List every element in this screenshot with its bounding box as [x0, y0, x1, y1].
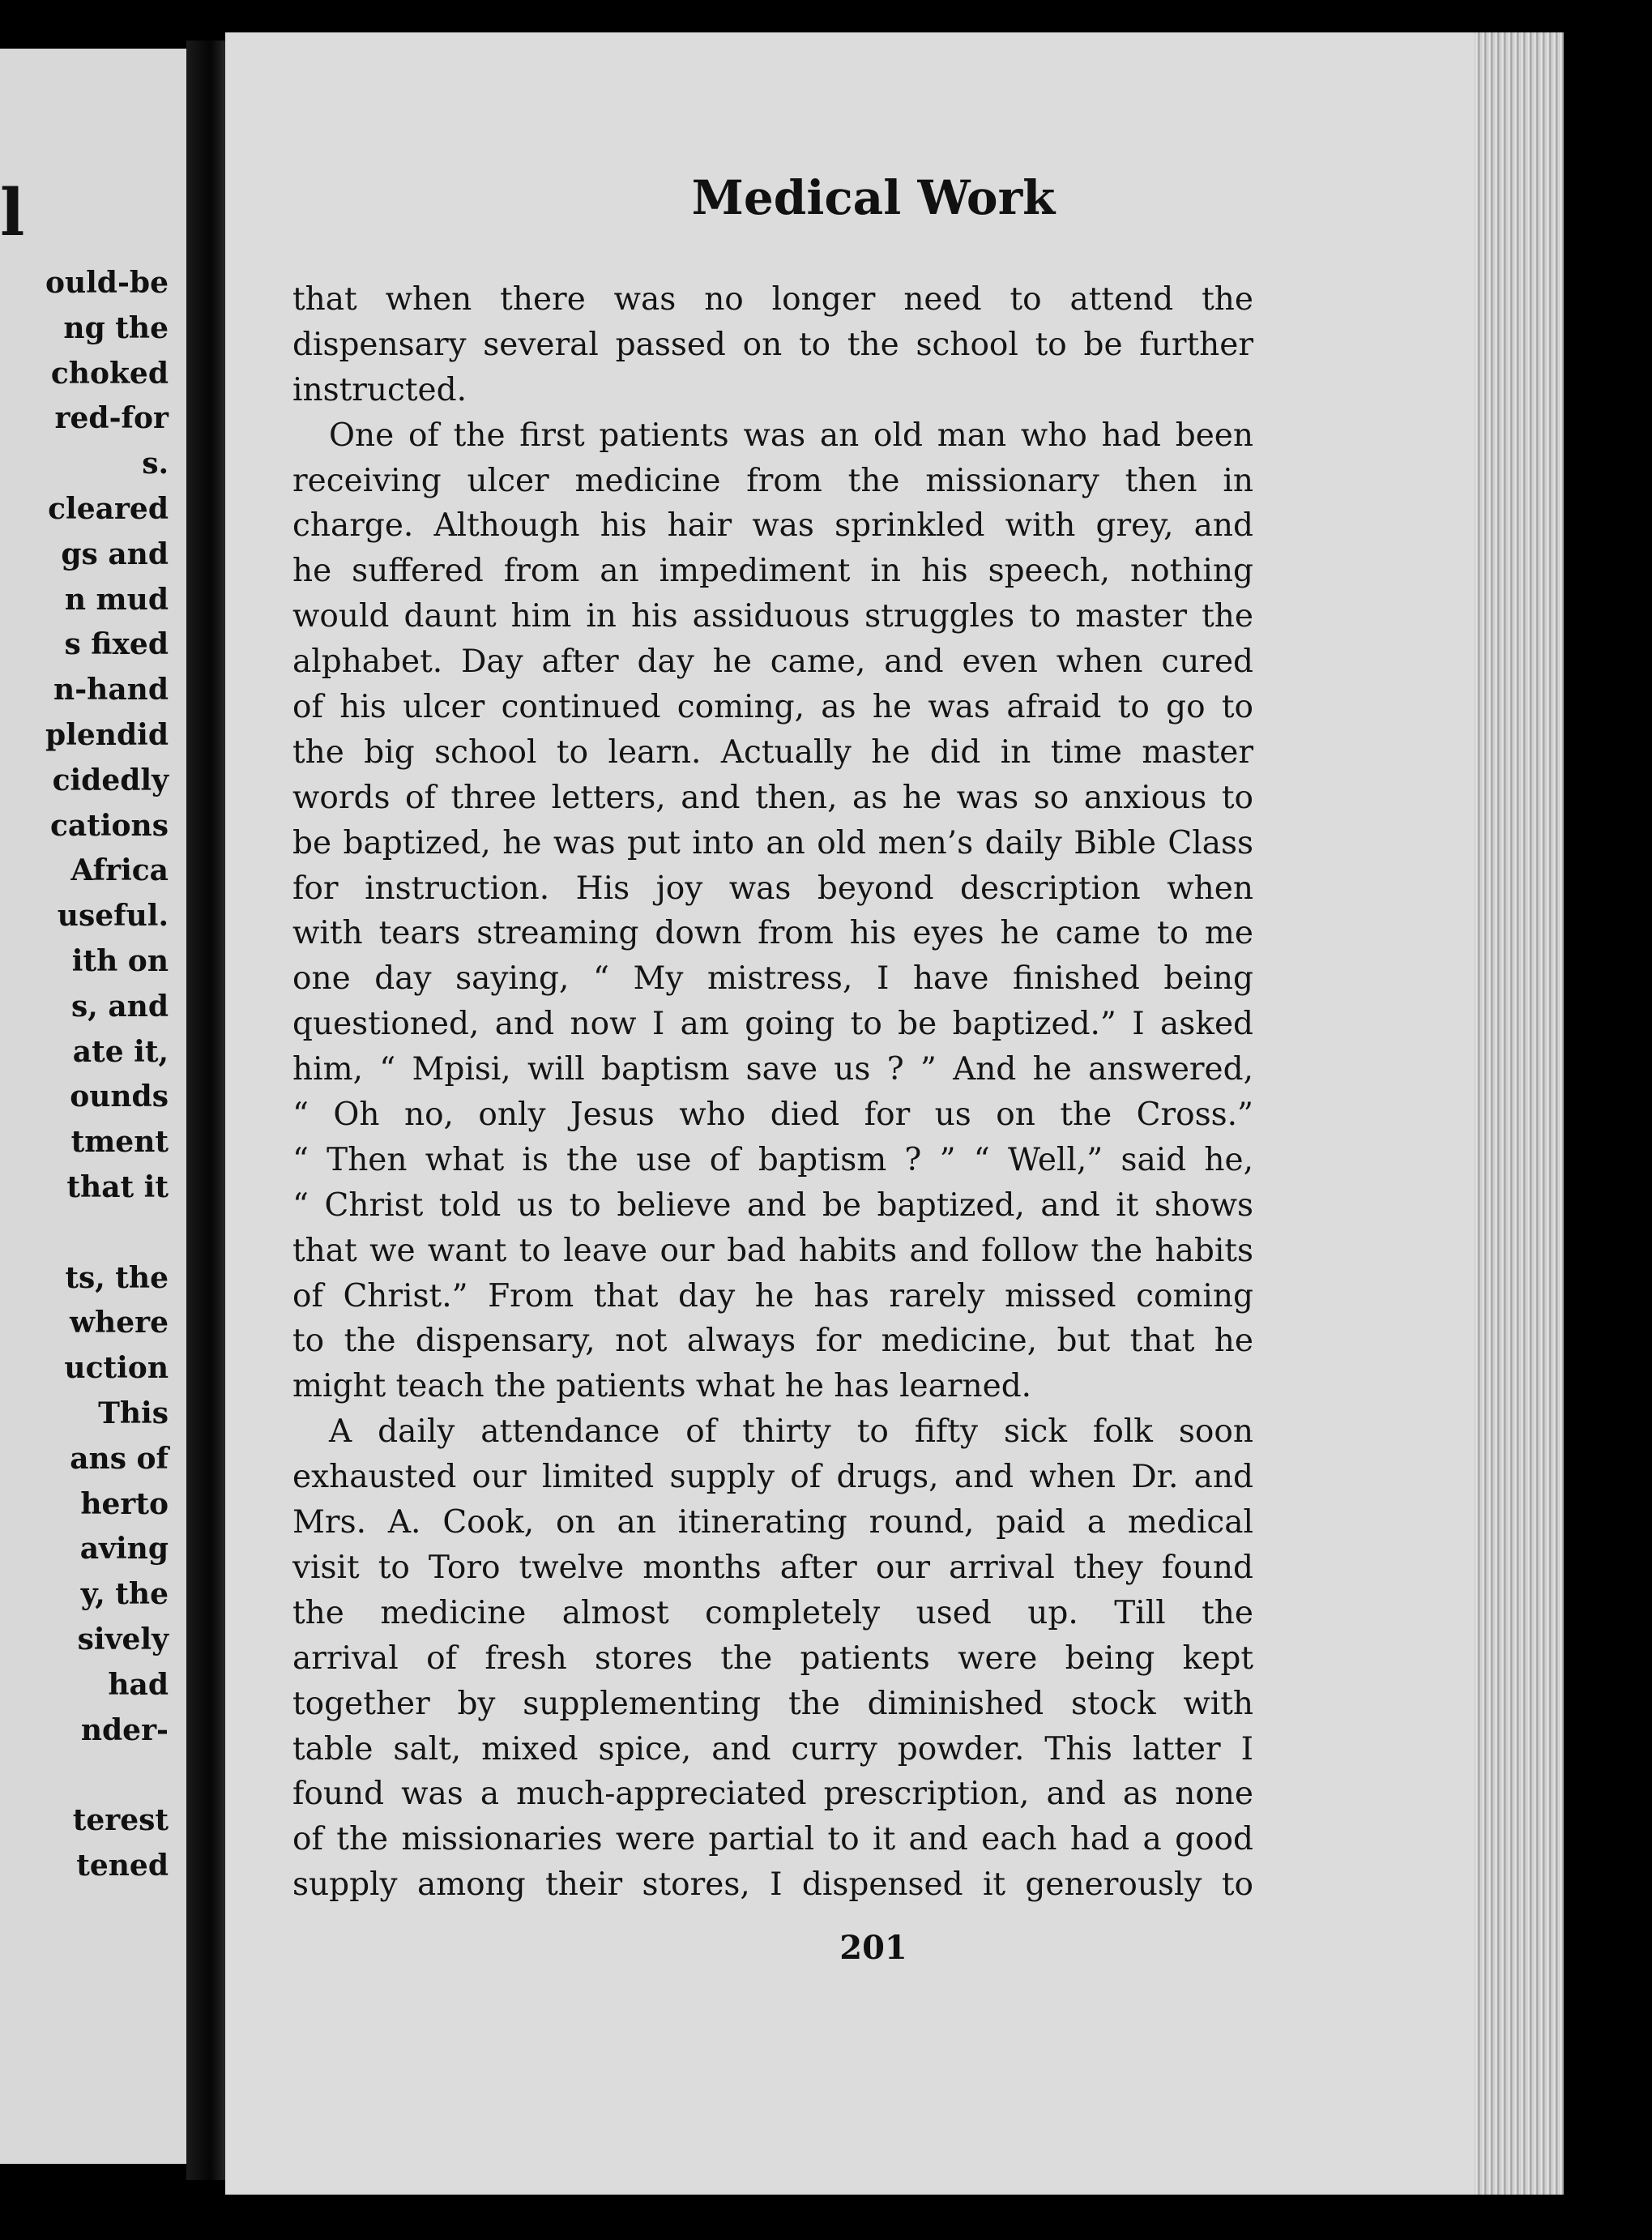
left-page-line: n mud	[64, 582, 169, 617]
text-line: table salt, mixed spice, and curry powder. This latter I	[292, 1730, 1253, 1768]
text-line: that when there was no longer need to attend the	[292, 281, 1253, 318]
text-line: charge. Although his hair was sprinkled with grey, and	[292, 507, 1253, 545]
text-line: with tears streaming down from his eyes he came to me	[292, 915, 1253, 952]
left-page-fragment	[0, 49, 186, 2164]
left-page-line: nder-	[80, 1712, 169, 1747]
left-page-line: ounds	[70, 1079, 169, 1114]
left-page-line: ans of	[70, 1441, 169, 1476]
left-page-line	[45, 1211, 169, 1256]
scan-background	[1564, 0, 1652, 2240]
left-page-line: had	[108, 1667, 169, 1702]
left-page-line: tment	[70, 1125, 169, 1160]
text-line: visit to Toro twelve months after our arrival they found	[292, 1549, 1253, 1586]
book-spine-gutter	[186, 41, 227, 2180]
left-page-line: cidedly	[52, 763, 169, 797]
text-line: one day saying, “ My mistress, I have finished being	[292, 960, 1253, 998]
left-page-line: red-for	[54, 401, 169, 436]
left-page-line: s fixed	[64, 627, 169, 662]
left-page-line: aving	[79, 1532, 169, 1567]
running-head: Medical Work	[691, 170, 1056, 225]
left-page-line: cleared	[48, 491, 169, 526]
text-line: him, “ Mpisi, will baptism save us ? ” And he answered,	[292, 1051, 1253, 1088]
text-line: he suffered from an impediment in his speech, nothing	[292, 553, 1253, 590]
left-page-line	[45, 1753, 169, 1798]
left-page-line: This	[98, 1396, 169, 1430]
left-page-line: ould-be	[45, 266, 169, 300]
left-page-line: sively	[77, 1622, 169, 1656]
text-line: the medicine almost completely used up. Till the	[292, 1594, 1253, 1631]
text-line: questioned, and now I am going to be baptized.” I asked	[292, 1006, 1253, 1043]
left-page-line: plendid	[45, 717, 169, 752]
left-page-line: ith on	[71, 943, 169, 978]
text-line: of Christ.” From that day he has rarely missed coming	[292, 1277, 1253, 1315]
left-page-text-column	[45, 261, 169, 1889]
left-page-line: ts, the	[65, 1260, 169, 1295]
text-line: the big school to learn. Actually he did in time master	[292, 733, 1253, 771]
text-line: might teach the patients what he has learned.	[292, 1368, 1032, 1405]
text-line: exhausted our limited supply of drugs, and when Dr. and	[292, 1459, 1253, 1496]
text-line: “ Christ told us to believe and be baptized, and it shows	[292, 1186, 1253, 1224]
left-page-line: s.	[142, 447, 169, 481]
left-page-line: n-hand	[53, 673, 169, 707]
left-page-line: Africa	[70, 853, 169, 888]
text-line: of the missionaries were partial to it and each had a good	[292, 1821, 1253, 1858]
left-page-line: gs and	[61, 536, 169, 571]
left-page-line: y, the	[80, 1577, 169, 1612]
left-page-line: where	[70, 1306, 169, 1340]
text-line: found was a much-appreciated prescription, and as none	[292, 1776, 1253, 1813]
text-line: Mrs. A. Cook, on an itinerating round, paid a medical	[292, 1504, 1253, 1541]
left-page-line: ate it,	[72, 1034, 169, 1069]
text-line: of his ulcer continued coming, as he was afraid to go to	[292, 689, 1253, 726]
left-page-line: useful.	[57, 899, 169, 934]
left-page-line: ng the	[63, 310, 169, 345]
left-page-line: uction	[64, 1351, 169, 1386]
text-line: A daily attendance of thirty to fifty sick folk soon	[329, 1413, 1253, 1451]
left-page-line: that it	[66, 1169, 169, 1204]
text-line: instructed.	[292, 371, 467, 408]
left-page-line: terest	[72, 1803, 169, 1838]
left-page-line: cations	[49, 808, 169, 843]
main-page	[225, 32, 1522, 2195]
text-line: words of three letters, and then, as he was so anxious to	[292, 779, 1253, 816]
text-line: that we want to leave our bad habits and follow the habits	[292, 1232, 1253, 1269]
body-text	[292, 277, 1253, 1908]
left-page-heading-fragment: l	[0, 174, 25, 250]
text-line: receiving ulcer medicine from the missionary then in	[292, 462, 1253, 499]
text-line: supply among their stores, I dispensed it generously to	[292, 1866, 1253, 1904]
text-line: for instruction. His joy was beyond description when	[292, 870, 1253, 907]
text-line: One of the first patients was an old man who had been	[329, 417, 1253, 454]
left-page-line: choked	[50, 356, 169, 391]
left-page-line: herto	[80, 1486, 169, 1521]
text-line: would daunt him in his assiduous struggles to master the	[292, 598, 1253, 635]
left-page-line: tened	[76, 1848, 169, 1883]
page-number: 201	[839, 1929, 907, 1967]
text-line: “ Oh no, only Jesus who died for us on the Cross.”	[292, 1096, 1253, 1134]
text-line: to the dispensary, not always for medicine, but that he	[292, 1323, 1253, 1360]
left-page-line: s, and	[70, 989, 169, 1024]
text-line: be baptized, he was put into an old men’s daily Bible Class	[292, 824, 1253, 861]
text-line: “ Then what is the use of baptism ? ” “ Well,” said he,	[292, 1141, 1253, 1178]
text-line: arrival of fresh stores the patients were being kept	[292, 1639, 1253, 1677]
page-block-edges	[1475, 32, 1564, 2195]
text-line: dispensary several passed on to the school to be further	[292, 326, 1253, 363]
text-line: together by supplementing the diminished stock with	[292, 1685, 1253, 1722]
text-line: alphabet. Day after day he came, and even when cured	[292, 643, 1253, 681]
